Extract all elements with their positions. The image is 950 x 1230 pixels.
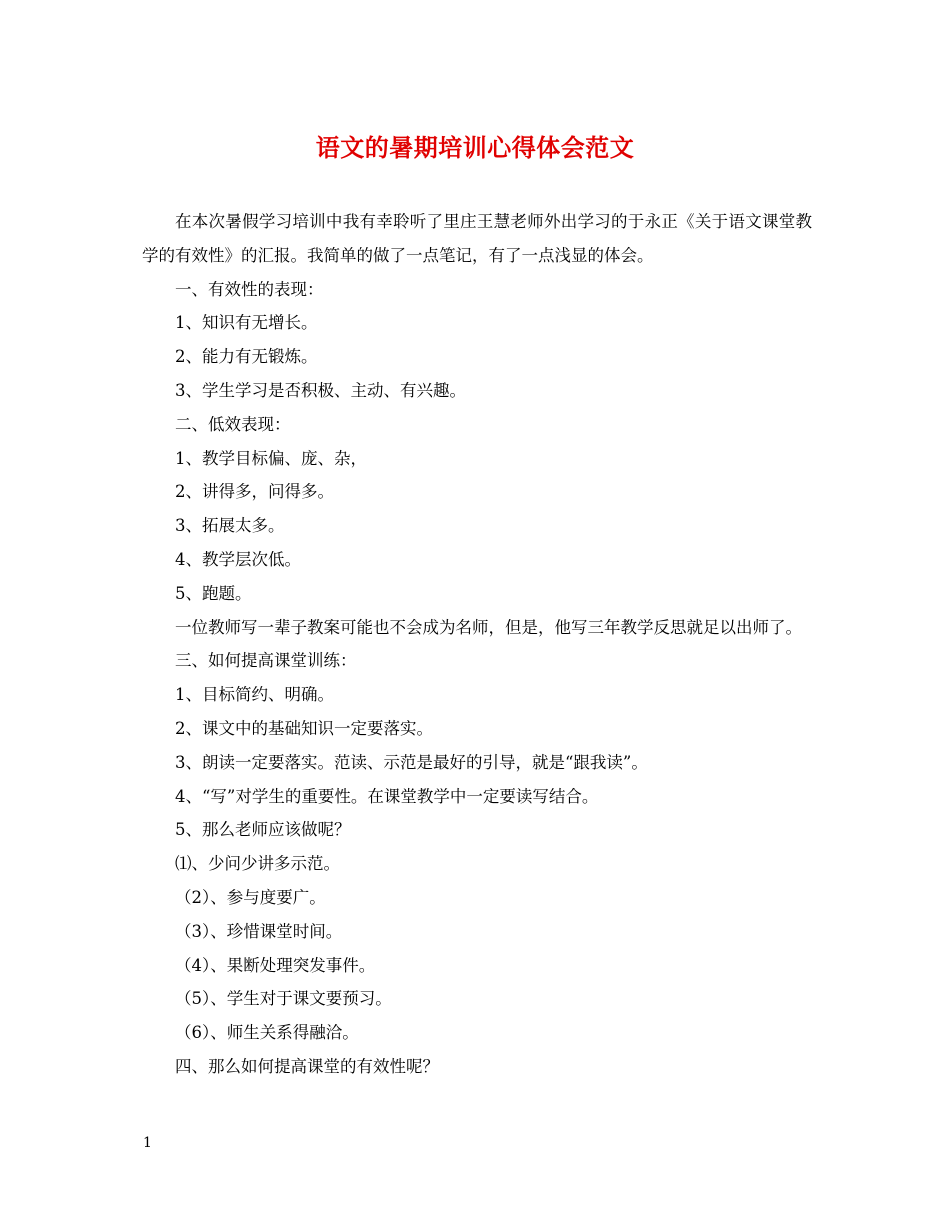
sub-list-item: （2）、参与度要广。 [175, 887, 326, 907]
list-item: 3、学生学习是否积极、主动、有兴趣。 [175, 380, 466, 400]
list-item: 2、能力有无锻炼。 [175, 347, 318, 367]
list-item: 1、目标简约、明确。 [175, 685, 334, 705]
paragraph: 在本次暑假学习培训中我有幸聆听了里庄王慧老师外出学习的于永正《关于语文课堂教学的有效性》的汇报。我简单的做了一点笔记，有了一点浅显的体会。 [142, 212, 812, 265]
list-item: 5、跑题。 [175, 583, 252, 603]
sub-list-item: （4）、果断处理突发事件。 [175, 955, 376, 975]
sub-list-item: （6）、师生关系得融洽。 [175, 1023, 359, 1043]
section-heading: 三、如何提高课堂训练： [175, 651, 357, 671]
list-item: 3、拓展太多。 [175, 516, 285, 536]
list-item: 1、知识有无增长。 [175, 313, 318, 333]
section-heading: 一、有效性的表现： [175, 279, 324, 299]
section-heading: 二、低效表现： [175, 414, 291, 434]
list-item: 4、教学层次低。 [175, 549, 301, 569]
list-item: 2、讲得多，问得多。 [175, 482, 334, 502]
sub-list-item: ⑴、少问少讲多示范。 [175, 854, 340, 874]
document-title: 语文的暑期培训心得体会范文 [315, 133, 635, 162]
sub-list-item: （3）、珍惜课堂时间。 [175, 921, 343, 941]
page-number: 1 [143, 1135, 152, 1151]
list-item: 5、那么老师应该做呢？ [175, 820, 351, 840]
sub-list-item: （5）、学生对于课文要预习。 [175, 989, 392, 1009]
list-item: 3、朗读一定要落实。范读、示范是最好的引导，就是“跟我读”。 [175, 752, 648, 772]
section-heading: 四、那么如何提高课堂的有效性呢？ [175, 1056, 439, 1076]
list-item: 4、“写”对学生的重要性。在课堂教学中一定要读写结合。 [175, 786, 599, 806]
list-item: 1、教学目标偏、庞、杂， [175, 448, 367, 468]
list-item: 2、课文中的基础知识一定要落实。 [175, 718, 433, 738]
paragraph: 一位教师写一辈子教案可能也不会成为名师，但是，他写三年教学反思就足以出师了。 [175, 617, 802, 637]
document-body [142, 205, 812, 1084]
